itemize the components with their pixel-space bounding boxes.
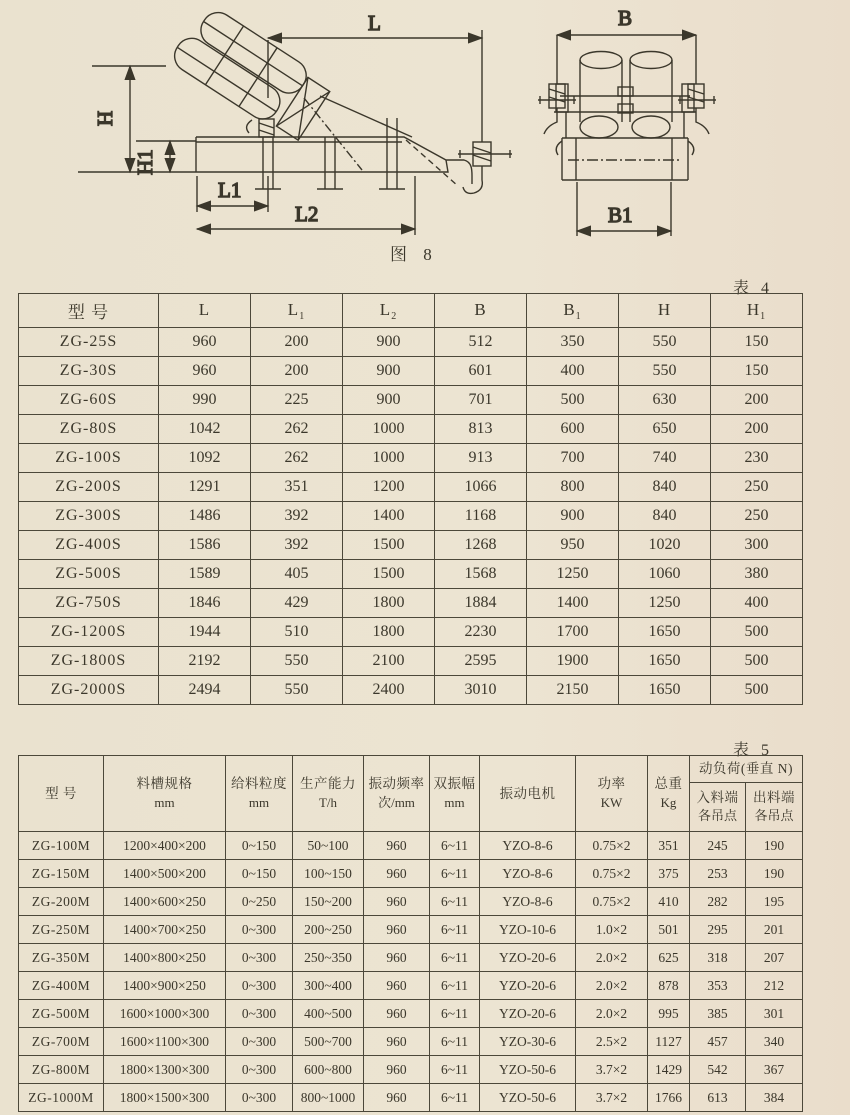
trough-side-outline	[196, 137, 472, 184]
table-cell: 550	[619, 357, 711, 386]
table-cell: 960	[159, 328, 251, 357]
table-row	[19, 328, 803, 357]
table-5-specs	[18, 755, 803, 1112]
table-4-dimensions	[18, 293, 803, 705]
table-cell: 295	[690, 916, 746, 944]
table-cell: 960	[364, 916, 430, 944]
dim-label-H1: H1	[133, 149, 157, 175]
table-cell: 1600×1100×300	[104, 1028, 226, 1056]
table-row	[19, 647, 803, 676]
motor-brace	[320, 96, 412, 137]
table-header-row	[19, 756, 803, 783]
table-cell: 2494	[159, 676, 251, 705]
table-cell: 6~11	[430, 1000, 480, 1028]
table5-caption: 表 5	[733, 742, 774, 759]
column-header-load-group: 动负荷(垂直 N)	[690, 756, 803, 783]
dim-label-L2: L2	[295, 202, 319, 226]
table-cell: 1250	[527, 560, 619, 589]
table-cell: 2192	[159, 647, 251, 676]
table-cell: 207	[746, 944, 803, 972]
table-cell: 2.5×2	[576, 1028, 648, 1056]
table-row	[19, 357, 803, 386]
table-cell: 6~11	[430, 860, 480, 888]
table-cell: 300	[711, 531, 803, 560]
table-cell: 550	[619, 328, 711, 357]
table-cell: 630	[619, 386, 711, 415]
table-cell: 3.7×2	[576, 1084, 648, 1112]
table-cell: 1400	[343, 502, 435, 531]
table-cell: 1127	[648, 1028, 690, 1056]
table-cell: 1200×400×200	[104, 832, 226, 860]
table-cell: 542	[690, 1056, 746, 1084]
table-row	[19, 676, 803, 705]
column-header: 型 号	[19, 756, 104, 832]
table-row	[19, 531, 803, 560]
table-cell: 1884	[435, 589, 527, 618]
table-cell: 0~300	[226, 1000, 293, 1028]
table-cell: 367	[746, 1056, 803, 1084]
table-cell: 995	[648, 1000, 690, 1028]
table-row	[19, 972, 803, 1000]
table-cell: 900	[343, 357, 435, 386]
table-cell: 900	[527, 502, 619, 531]
column-header: $L_2$	[343, 294, 435, 328]
table-cell: 960	[364, 944, 430, 972]
table-cell: 1589	[159, 560, 251, 589]
dim-label-H: H	[93, 110, 117, 126]
table-cell: 1900	[527, 647, 619, 676]
table-cell: 813	[435, 415, 527, 444]
table-row	[19, 473, 803, 502]
table-row	[19, 1000, 803, 1028]
table-cell: 0~300	[226, 1056, 293, 1084]
column-header-inlet: 入料端 各吊点	[690, 783, 746, 832]
table-cell: 3010	[435, 676, 527, 705]
table-cell: 1568	[435, 560, 527, 589]
table-cell: 392	[251, 502, 343, 531]
table-row	[19, 386, 803, 415]
table-cell: 375	[648, 860, 690, 888]
table-cell: 250	[711, 473, 803, 502]
table-cell: 410	[648, 888, 690, 916]
table-cell: 6~11	[430, 944, 480, 972]
column-header: B	[435, 294, 527, 328]
table-cell: 385	[690, 1000, 746, 1028]
table-cell: YZO-10-6	[480, 916, 576, 944]
table-cell: 1766	[648, 1084, 690, 1112]
table-cell: YZO-30-6	[480, 1028, 576, 1056]
table-cell: 253	[690, 860, 746, 888]
table-cell: 150	[711, 357, 803, 386]
table-cell: 380	[711, 560, 803, 589]
table-cell: 1650	[619, 618, 711, 647]
table-cell: 900	[343, 386, 435, 415]
table-cell: 960	[364, 832, 430, 860]
table-cell: 960	[364, 860, 430, 888]
table-cell: 960	[364, 972, 430, 1000]
table-cell: 700	[527, 444, 619, 473]
table-cell: 1000	[343, 415, 435, 444]
table-cell: 1000	[343, 444, 435, 473]
table-cell: 50~100	[293, 832, 364, 860]
table-cell: 1400×800×250	[104, 944, 226, 972]
table-cell: 1092	[159, 444, 251, 473]
column-header: 振动电机	[480, 756, 576, 832]
hanger-rod-side	[458, 30, 512, 193]
table-cell: 0~150	[226, 832, 293, 860]
table-cell: 190	[746, 860, 803, 888]
table-cell: 100~150	[293, 860, 364, 888]
table-cell: 1066	[435, 473, 527, 502]
table-row	[19, 916, 803, 944]
table-cell: 1600×1000×300	[104, 1000, 226, 1028]
table-cell: 457	[690, 1028, 746, 1056]
table-cell: 200	[711, 386, 803, 415]
table-cell: 1020	[619, 531, 711, 560]
table-cell: 510	[251, 618, 343, 647]
table-row	[19, 944, 803, 972]
table-cell: 1800	[343, 618, 435, 647]
table-cell: 2.0×2	[576, 972, 648, 1000]
table-cell: 550	[251, 676, 343, 705]
table-cell: 0~300	[226, 916, 293, 944]
table-cell: ZG-750S	[19, 589, 159, 618]
table-cell: 225	[251, 386, 343, 415]
table-cell: 800	[527, 473, 619, 502]
table-cell: 1846	[159, 589, 251, 618]
table-cell: 1400×600×250	[104, 888, 226, 916]
table-cell: 150~200	[293, 888, 364, 916]
dim-label-L1: L1	[218, 178, 242, 202]
trough-end-outline	[556, 138, 694, 180]
table-cell: 960	[364, 1084, 430, 1112]
table-cell: 429	[251, 589, 343, 618]
table-cell: 650	[619, 415, 711, 444]
table-cell: 6~11	[430, 972, 480, 1000]
table-cell: 340	[746, 1028, 803, 1056]
table-cell: 150	[711, 328, 803, 357]
table-cell: YZO-8-6	[480, 832, 576, 860]
table-cell: 250~350	[293, 944, 364, 972]
table-cell: 1060	[619, 560, 711, 589]
table-cell: 1586	[159, 531, 251, 560]
table-row	[19, 415, 803, 444]
table-cell: 600	[527, 415, 619, 444]
table-row	[19, 560, 803, 589]
table-cell: ZG-500M	[19, 1000, 104, 1028]
table-cell: YZO-8-6	[480, 860, 576, 888]
table-cell: YZO-50-6	[480, 1084, 576, 1112]
table-cell: 1500	[343, 531, 435, 560]
table-cell: ZG-30S	[19, 357, 159, 386]
table-cell: 262	[251, 415, 343, 444]
dim-label-B1: B1	[608, 203, 633, 227]
table-cell: 1800×1300×300	[104, 1056, 226, 1084]
table-cell: 1429	[648, 1056, 690, 1084]
dim-label-B: B	[618, 6, 633, 30]
table-cell: 2150	[527, 676, 619, 705]
table-cell: ZG-1200S	[19, 618, 159, 647]
table-cell: ZG-80S	[19, 415, 159, 444]
column-header: 双振幅 mm	[430, 756, 480, 832]
table-cell: 960	[364, 1000, 430, 1028]
table-cell: YZO-8-6	[480, 888, 576, 916]
table-cell: ZG-300S	[19, 502, 159, 531]
table-cell: 1800×1500×300	[104, 1084, 226, 1112]
table-cell: ZG-2000S	[19, 676, 159, 705]
table-cell: ZG-200S	[19, 473, 159, 502]
table-cell: 1500	[343, 560, 435, 589]
table-cell: 2595	[435, 647, 527, 676]
column-header: 料槽规格 mm	[104, 756, 226, 832]
table-cell: ZG-700M	[19, 1028, 104, 1056]
table-row	[19, 444, 803, 473]
column-header: $B_1$	[527, 294, 619, 328]
table-cell: 262	[251, 444, 343, 473]
table-cell: 3.7×2	[576, 1056, 648, 1084]
table-cell: 0~300	[226, 1028, 293, 1056]
table-row	[19, 618, 803, 647]
table-cell: 405	[251, 560, 343, 589]
table-cell: 351	[251, 473, 343, 502]
table-cell: 501	[648, 916, 690, 944]
table-cell: 1400×700×250	[104, 916, 226, 944]
table-cell: 2.0×2	[576, 1000, 648, 1028]
table-cell: 250	[711, 502, 803, 531]
table-cell: 190	[746, 832, 803, 860]
table-cell: 1650	[619, 676, 711, 705]
table-cell: 1291	[159, 473, 251, 502]
table-cell: 1400×900×250	[104, 972, 226, 1000]
table-cell: 245	[690, 832, 746, 860]
column-header: 型 号	[19, 294, 159, 328]
table-cell: 400	[527, 357, 619, 386]
table-cell: YZO-50-6	[480, 1056, 576, 1084]
table-cell: 1.0×2	[576, 916, 648, 944]
table-cell: 800~1000	[293, 1084, 364, 1112]
table-cell: 0.75×2	[576, 888, 648, 916]
table-cell: 1268	[435, 531, 527, 560]
table-cell: ZG-800M	[19, 1056, 104, 1084]
table-cell: 282	[690, 888, 746, 916]
table-cell: 1200	[343, 473, 435, 502]
table4-caption: 表 4	[733, 280, 774, 297]
table-row	[19, 888, 803, 916]
table-cell: 625	[648, 944, 690, 972]
table-cell: 613	[690, 1084, 746, 1112]
table-cell: 1400×500×200	[104, 860, 226, 888]
table-row	[19, 589, 803, 618]
table-cell: 2400	[343, 676, 435, 705]
table-cell: ZG-1000M	[19, 1084, 104, 1112]
table-cell: 353	[690, 972, 746, 1000]
table-cell: 1486	[159, 502, 251, 531]
table-cell: 300~400	[293, 972, 364, 1000]
column-header: L	[159, 294, 251, 328]
table-cell: 0~300	[226, 972, 293, 1000]
column-header: 给料粒度 mm	[226, 756, 293, 832]
table-cell: 500~700	[293, 1028, 364, 1056]
table-cell: 740	[619, 444, 711, 473]
table-cell: 200	[251, 328, 343, 357]
table-cell: 212	[746, 972, 803, 1000]
table-cell: 0~300	[226, 1084, 293, 1112]
vibration-motor-end	[580, 52, 672, 139]
table-cell: 0.75×2	[576, 860, 648, 888]
table-cell: 990	[159, 386, 251, 415]
table-row	[19, 860, 803, 888]
table-cell: ZG-100M	[19, 832, 104, 860]
hanger-rods-end	[538, 35, 716, 134]
column-header: $L_1$	[251, 294, 343, 328]
table-cell: 960	[364, 1028, 430, 1056]
table-cell: ZG-400S	[19, 531, 159, 560]
table-cell: YZO-20-6	[480, 972, 576, 1000]
table-cell: 840	[619, 502, 711, 531]
table-cell: 1168	[435, 502, 527, 531]
table-cell: 512	[435, 328, 527, 357]
table-cell: 301	[746, 1000, 803, 1028]
table-cell: 500	[711, 647, 803, 676]
table-cell: 0~250	[226, 888, 293, 916]
column-header: 振动频率 次/mm	[364, 756, 430, 832]
table-cell: 350	[527, 328, 619, 357]
dim-label-L: L	[368, 11, 381, 35]
table-cell: 6~11	[430, 832, 480, 860]
table-cell: 6~11	[430, 888, 480, 916]
table-cell: YZO-20-6	[480, 944, 576, 972]
table-cell: 701	[435, 386, 527, 415]
table-cell: ZG-200M	[19, 888, 104, 916]
table-cell: 601	[435, 357, 527, 386]
table-cell: 913	[435, 444, 527, 473]
table-cell: ZG-150M	[19, 860, 104, 888]
table-cell: 960	[364, 1056, 430, 1084]
table-row	[19, 1084, 803, 1112]
table-cell: 6~11	[430, 1056, 480, 1084]
table-cell: 950	[527, 531, 619, 560]
column-header-outlet: 出料端 各吊点	[746, 783, 803, 832]
table-cell: 2100	[343, 647, 435, 676]
table-cell: 600~800	[293, 1056, 364, 1084]
table-cell: 2.0×2	[576, 944, 648, 972]
figure-caption: 图 8	[390, 245, 438, 264]
table-cell: ZG-60S	[19, 386, 159, 415]
column-header: 功率 KW	[576, 756, 648, 832]
column-header: $H_1$	[711, 294, 803, 328]
table-cell: 200	[711, 415, 803, 444]
table-cell: 201	[746, 916, 803, 944]
table-row	[19, 1056, 803, 1084]
table-cell: 1250	[619, 589, 711, 618]
table-row	[19, 502, 803, 531]
table-cell: 6~11	[430, 916, 480, 944]
vibration-motor-side	[169, 2, 335, 143]
table-cell: 840	[619, 473, 711, 502]
table-cell: ZG-100S	[19, 444, 159, 473]
table-cell: ZG-25S	[19, 328, 159, 357]
column-header: 生产能力 T/h	[293, 756, 364, 832]
table-cell: ZG-400M	[19, 972, 104, 1000]
table-cell: 195	[746, 888, 803, 916]
table-cell: 351	[648, 832, 690, 860]
table-cell: ZG-500S	[19, 560, 159, 589]
table-cell: 1650	[619, 647, 711, 676]
table-cell: 960	[159, 357, 251, 386]
table-cell: YZO-20-6	[480, 1000, 576, 1028]
table-cell: 1042	[159, 415, 251, 444]
table-cell: 1944	[159, 618, 251, 647]
table-cell: 500	[711, 676, 803, 705]
table-cell: ZG-250M	[19, 916, 104, 944]
table-cell: 6~11	[430, 1028, 480, 1056]
table-cell: 2230	[435, 618, 527, 647]
table-cell: 400	[711, 589, 803, 618]
table-cell: 384	[746, 1084, 803, 1112]
column-header: 总重 Kg	[648, 756, 690, 832]
table-cell: 1700	[527, 618, 619, 647]
table-cell: 500	[527, 386, 619, 415]
table-cell: 200~250	[293, 916, 364, 944]
column-header: H	[619, 294, 711, 328]
table-cell: 500	[711, 618, 803, 647]
figure-8-drawing	[0, 0, 850, 275]
table-cell: 0.75×2	[576, 832, 648, 860]
table-cell: 0~300	[226, 944, 293, 972]
table-cell: 550	[251, 647, 343, 676]
table-cell: 960	[364, 888, 430, 916]
table-cell: 0~150	[226, 860, 293, 888]
table-cell: 900	[343, 328, 435, 357]
table-cell: 6~11	[430, 1084, 480, 1112]
table-cell: 1400	[527, 589, 619, 618]
table-cell: ZG-1800S	[19, 647, 159, 676]
table-cell: 400~500	[293, 1000, 364, 1028]
table-cell: 878	[648, 972, 690, 1000]
table-cell: 200	[251, 357, 343, 386]
table-cell: 230	[711, 444, 803, 473]
table-header-row	[19, 294, 803, 328]
table-cell: ZG-350M	[19, 944, 104, 972]
table-row	[19, 832, 803, 860]
table-cell: 1800	[343, 589, 435, 618]
table-row	[19, 1028, 803, 1056]
table-cell: 392	[251, 531, 343, 560]
trough-supports	[255, 118, 405, 189]
table-cell: 318	[690, 944, 746, 972]
